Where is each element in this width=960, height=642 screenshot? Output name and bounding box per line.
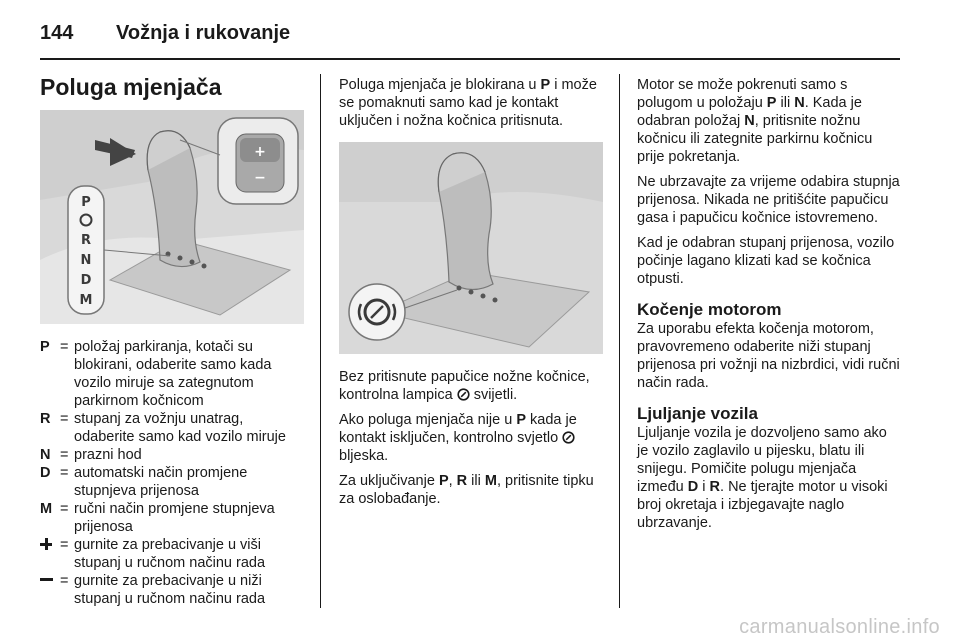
letter-r: R [80,233,92,248]
column-middle [339,76,603,515]
paragraph: Bez pritisnute papučice nožne kočnice, kontrolna lampica svijetli. [339,369,590,403]
gear-lever-brake-illustration [339,142,603,354]
legend-row: = gurnite za prebacivanje u niži stupanj u ručnom načinu rada [40,572,304,608]
gear-legend [40,338,304,608]
gear-lever-illustration [40,110,304,324]
paragraph: Ljuljanje vozila je dozvoljeno samo ako je vozilo zaglavilo u pijesku, blatu ili snijegu. Pomičite polugu mjenjača između D i R. Ne tjerajte motor u visoki broj okretaja i izbjegavajte naglo ubrzavanje. [637,425,888,531]
header-rule [40,58,900,60]
paragraph: Ne ubrzavajte za vrijeme odabira stupnja prijenosa. Nikada ne pritišćite papučicu gasa i papučicu kočnice istovremeno. [637,174,900,226]
paragraph: Poluga mjenjača je blokirana u P i može se pomaknuti samo kad je kontakt uključen i nožna kočnica pritisnuta. [339,77,597,129]
legend-row: R = stupanj za vožnju unatrag, odaberite samo kad vozilo miruje [40,411,286,445]
paragraph: Motor se može pokrenuti samo s polugom u položaju P ili N. Kada je odabran položaj N, pritisnite nožnu kočnicu ili zategnite parkirnu kočnicu prije pokretanja. [637,77,873,165]
watermark: carmanualsonline.info [739,616,940,638]
section-heading: Poluga mjenjača [40,74,222,100]
page-number: 144 [40,22,74,44]
page-header [40,14,900,54]
legend-row: P = položaj parkiranja, kotači su blokirani, odaberite samo kada vozilo miruje sa zategnutom parkirnom kočnicom [40,339,272,409]
svg-text:−: − [254,170,266,186]
letter-p: P [81,195,91,210]
legend-row: N = prazni hod [40,447,142,463]
legend-row: = gurnite za prebacivanje u viši stupanj u ručnom načinu rada [40,536,304,572]
minus-icon [40,578,53,581]
column-divider [320,74,321,608]
section-title: Vožnja i rukovanje [116,22,291,44]
letter-n: N [80,253,92,268]
subheading-engine-braking: Kočenje motorom [637,300,782,319]
column-divider [619,74,620,608]
plus-icon [40,538,52,550]
letter-m: M [79,293,93,308]
brake-warning-icon [562,431,575,444]
legend-row: M = ručni način promjene stupnjeva prijenosa [40,501,275,535]
column-left [40,72,304,608]
paragraph: Za uporabu efekta kočenja motorom, pravovremeno odaberite niži stupanj prijenosa pri vožnji na nizbrdici, vidi ručni način rada. [637,321,900,391]
subheading-rocking-vehicle: Ljuljanje vozila [637,404,758,423]
paragraph: Kad je odabran stupanj prijenosa, vozilo počinje lagano klizati kad se kočnica otpusti. [637,235,895,287]
paragraph: Ako poluga mjenjača nije u P kada je kontakt isključen, kontrolno svjetlo bljeska. [339,412,577,464]
column-right [637,76,901,539]
paragraph: Za uključivanje P, R ili M, pritisnite tipku za oslobađanje. [339,473,594,507]
brake-warning-icon [457,388,470,401]
letter-d: D [80,273,92,288]
legend-row: D = automatski način promjene stupnjeva prijenosa [40,465,248,499]
svg-text:+: + [254,144,266,160]
